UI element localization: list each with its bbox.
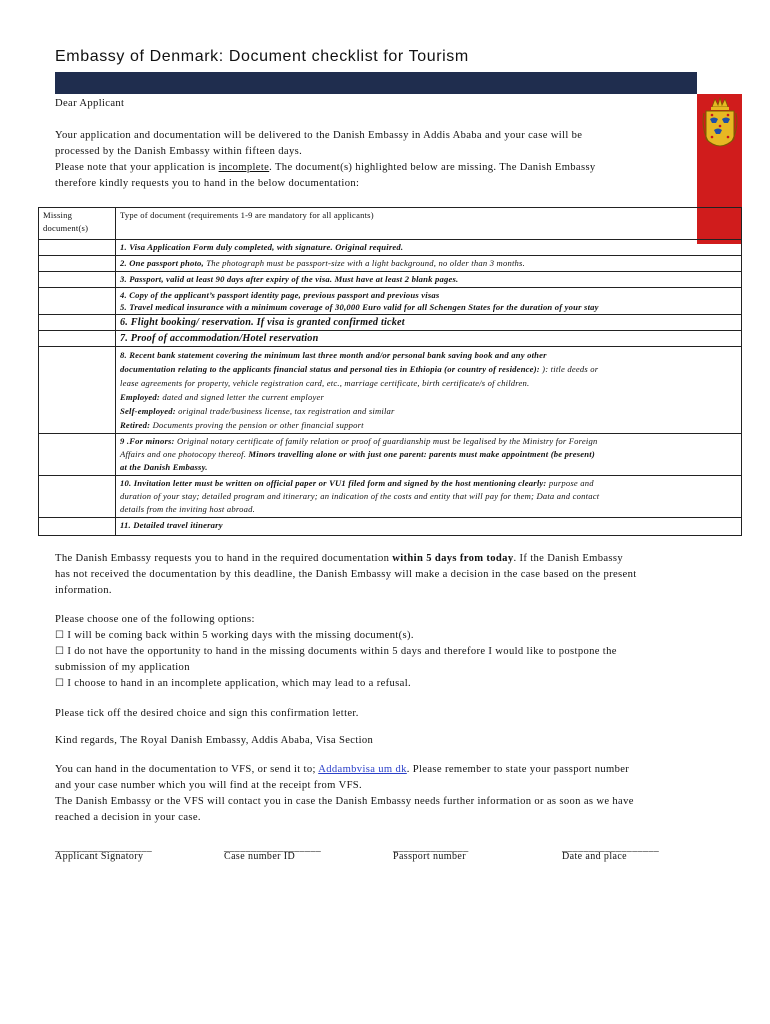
signature-field-applicant[interactable]: __________________ Applicant Signatory — [55, 842, 153, 862]
table-row — [39, 331, 742, 347]
vfs-paragraph: You can hand in the documentation to VFS, or send it to; Addambvisa um dk. Please remember to state your passport number and your case number which you will find at the receipt from VFS. The Danish Embassy or the VFS will contact you in case the Danish Embassy needs further information or as soon as we have reached a decision in your case. — [55, 764, 634, 823]
page-title: Embassy of Denmark: Document checklist for Tourism — [55, 48, 469, 65]
table-row — [39, 256, 742, 272]
deadline-paragraph: The Danish Embassy requests you to hand in the required documentation within 5 days from today. If the Danish Embassy has not received the documentation by this deadline, the Danish Embassy will make a decision in the case based on the present information. — [55, 553, 637, 596]
requirement-3: 3. Passport, valid at least 90 days after expiry of the visa. Must have at least 2 blank pages. — [116, 272, 742, 288]
signature-label: Case number ID — [224, 851, 296, 862]
deadline-emphasis: within 5 days from today — [392, 553, 514, 564]
table-row — [39, 518, 742, 536]
option-3: ☐ I choose to hand in an incomplete application, which may lead to a refusal. — [55, 678, 411, 689]
missing-checkbox-cell[interactable] — [39, 347, 116, 434]
intro-line: processed by the Danish Embassy within fifteen days. — [55, 146, 303, 157]
missing-checkbox-cell[interactable] — [39, 476, 116, 518]
email-link[interactable]: Addambvisa um dk — [318, 764, 407, 775]
table-row — [39, 272, 742, 288]
option-1: ☐ I will be coming back within 5 working days with the missing document(s). — [55, 630, 414, 641]
table-row — [39, 288, 742, 315]
intro-line: Your application and documentation will be delivered to the Danish Embassy in Addis Ababa and your case will be — [55, 130, 583, 141]
missing-checkbox-cell[interactable] — [39, 518, 116, 536]
missing-checkbox-cell[interactable] — [39, 256, 116, 272]
requirement-11: 11. Detailed travel itinerary — [116, 518, 742, 536]
type-column-header: Type of document (requirements 1-9 are mandatory for all applicants) — [116, 208, 742, 240]
options-section — [55, 612, 725, 692]
table-row — [39, 240, 742, 256]
requirement-9: 9 .For minors: Original notary certificate of family relation or proof of guardianship must be legalised by the Ministry for Foreign Affairs and one photocopy thereof. Minors travelling alone or with just one parent: parents must make appointment (be present) at the Danish Embassy. — [116, 434, 742, 476]
option-1-checkbox[interactable]: ☐ — [55, 630, 65, 641]
kind-regards: Kind regards, The Royal Danish Embassy, Addis Ababa, Visa Section — [55, 735, 374, 746]
option-3-checkbox[interactable]: ☐ — [55, 678, 65, 689]
missing-checkbox-cell[interactable] — [39, 272, 116, 288]
incomplete-word: incomplete — [218, 162, 270, 173]
tick-instruction: Please tick off the desired choice and sign this confirmation letter. — [55, 708, 359, 719]
intro-paragraph — [55, 128, 725, 192]
table-row — [39, 347, 742, 434]
requirement-6: 6. Flight booking/ reservation. If visa is granted confirmed ticket — [116, 315, 742, 331]
signature-label: Passport number — [393, 851, 466, 862]
intro-line: Please note that your application is incomplete. The document(s) highlighted below are missing. The Danish Embassy — [55, 162, 596, 173]
missing-checkbox-cell[interactable] — [39, 315, 116, 331]
signature-label: Applicant Signatory — [55, 851, 144, 862]
intro-line: therefore kindly requests you to hand in the below documentation: — [55, 178, 360, 189]
table-row — [39, 476, 742, 518]
missing-checkbox-cell[interactable] — [39, 240, 116, 256]
options-intro: Please choose one of the following options: — [55, 614, 255, 625]
requirement-1: 1. Visa Application Form duly completed, with signature. Original required. — [116, 240, 742, 256]
table-row — [39, 315, 742, 331]
requirement-7: 7. Proof of accommodation/Hotel reservation — [116, 331, 742, 347]
signature-field-case-number[interactable]: __________________ Case number ID — [224, 842, 322, 862]
header-bar — [55, 72, 697, 94]
document-checklist-table — [38, 207, 742, 536]
missing-checkbox-cell[interactable] — [39, 288, 116, 315]
missing-column-header: Missing document(s) — [39, 208, 116, 240]
option-2-continued: submission of my application — [55, 662, 190, 673]
missing-checkbox-cell[interactable] — [39, 331, 116, 347]
signature-field-passport[interactable]: ______________ Passport number — [393, 842, 469, 862]
signature-field-date-place[interactable]: __________________ Date and place — [562, 842, 660, 862]
table-header-row — [39, 208, 742, 240]
option-2: ☐ I do not have the opportunity to hand in the missing documents within 5 days and therefore I would like to postpone the — [55, 646, 617, 657]
option-2-checkbox[interactable]: ☐ — [55, 646, 65, 657]
requirement-4-5: 4. Copy of the applicant’s passport identity page, previous passport and previous visas 5. Travel medical insurance with a minimum coverage of 30,000 Euro valid for all Schengen States for the duration of your stay — [116, 288, 742, 315]
table-row — [39, 434, 742, 476]
signature-label: Date and place — [562, 851, 628, 862]
requirement-2: 2. One passport photo, The photograph must be passport-size with a light background, no older than 3 months. — [116, 256, 742, 272]
missing-checkbox-cell[interactable] — [39, 434, 116, 476]
requirement-10: 10. Invitation letter must be written on official paper or VU1 filed form and signed by the host mentioning clearly: purpose and duration of your stay; detailed program and itinerary; an indication of the costs and entity that will pay for them; Data and contact details from the inviting host abroad. — [116, 476, 742, 518]
requirement-8: 8. Recent bank statement covering the minimum last three month and/or personal bank saving book and any other documentation relating to the applicants financial status and personal ties in Ethiopia (or country of residence): ): title deeds or lease agreements for property, vehicle registration card, etc., marriage certificate, birth certificate/s of children. Employed: dated and signed letter the current employer Self-employed: original trade/business license, tax registration and similar Retired: Documents proving the pension or other financial support — [116, 347, 742, 434]
salutation: Dear Applicant — [55, 98, 125, 109]
